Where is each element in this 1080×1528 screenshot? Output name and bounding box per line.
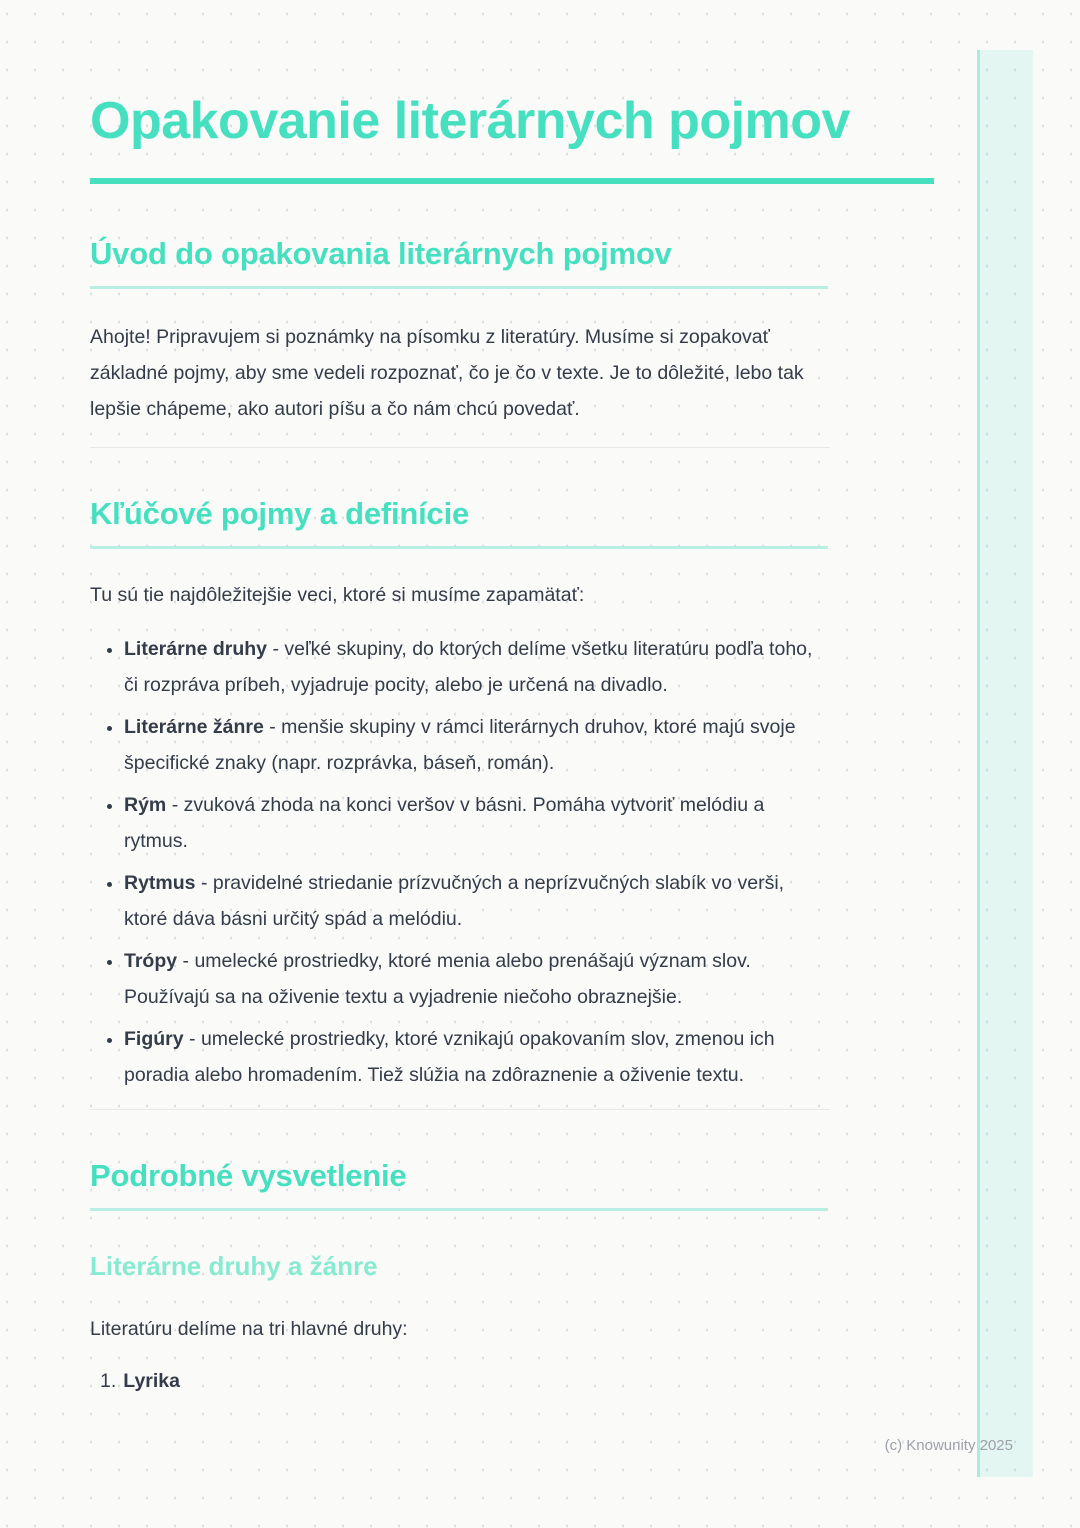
term-separator: -	[177, 950, 195, 972]
concept-definition: pravidelné striedanie prízvučných a neprízvučných slabík vo verši, ktoré dáva básni určitý spád a melódiu.	[124, 872, 785, 930]
intro-paragraph: Ahojte! Pripravujem si poznámky na písomku z literatúry. Musíme si zopakovať základné pojmy, aby sme vedeli rozpoznať, čo je čo v texte. Je to dôležité, lebo tak lepšie chápeme, ako autori píšu a čo nám chcú povedať.	[90, 326, 804, 420]
concept-definition: veľké skupiny, do ktorých delíme všetku literatúru podľa toho, či rozpráva príbeh, vyjadruje pocity, alebo je určená na divadlo.	[124, 638, 813, 696]
ordered-item-label: Lyrika	[123, 1370, 180, 1392]
section-heading-detail: Podrobné vysvetlenie	[90, 1158, 407, 1193]
list-item	[124, 787, 830, 859]
key-concepts-lead: Tu sú tie najdôležitejšie veci, ktoré si musíme zapamätať:	[90, 584, 585, 606]
concept-term: Trópy	[124, 950, 178, 972]
accent-stripe	[977, 50, 1033, 1477]
concept-definition: umelecké prostriedky, ktoré menia alebo prenášajú význam slov. Používajú sa na oživenie textu a vyjadrenie niečoho obraznejšie.	[124, 950, 751, 1008]
section-underline	[90, 1208, 828, 1211]
term-separator: -	[263, 716, 282, 738]
list-item	[124, 943, 830, 1015]
ordered-item-number: 1.	[100, 1370, 117, 1392]
term-separator: -	[166, 794, 184, 816]
concept-term: Literárne druhy	[124, 638, 268, 660]
list-item	[124, 631, 830, 703]
term-separator: -	[183, 1028, 201, 1050]
footer-credit: (c) Knowunity 2025	[884, 1437, 1013, 1454]
concept-definition: menšie skupiny v rámci literárnych druhov, ktoré majú svoje špecifické znaky (napr. rozprávka, báseň, román).	[124, 716, 796, 774]
page-title: Opakovanie literárnych pojmov	[90, 92, 850, 150]
section-underline	[90, 546, 828, 549]
concept-term: Figúry	[124, 1028, 184, 1050]
section-heading-intro: Úvod do opakovania literárnych pojmov	[90, 236, 672, 271]
section-heading-key-concepts: Kľúčové pojmy a definície	[90, 496, 470, 531]
concept-list	[90, 631, 830, 1093]
section-divider	[90, 1109, 830, 1110]
term-separator: -	[195, 872, 213, 894]
subsection-heading-druhy: Literárne druhy a žánre	[90, 1251, 378, 1281]
list-item	[100, 1363, 934, 1399]
title-rule	[90, 178, 934, 184]
term-separator: -	[267, 638, 285, 660]
detail-lead: Literatúru delíme na tri hlavné druhy:	[90, 1318, 408, 1340]
concept-term: Literárne žánre	[124, 716, 264, 738]
list-item	[124, 1021, 830, 1093]
section-underline	[90, 286, 828, 289]
concept-definition: umelecké prostriedky, ktoré vznikajú opakovaním slov, zmenou ich poradia alebo hromadením. Tiež slúžia na zdôraznenie a oživenie textu.	[124, 1028, 775, 1086]
section-divider	[90, 447, 830, 448]
list-item	[124, 709, 830, 781]
druhy-ordered-list	[90, 1363, 934, 1399]
concept-term: Rým	[124, 794, 167, 816]
list-item	[124, 865, 830, 937]
concept-term: Rytmus	[124, 872, 196, 894]
concept-definition: zvuková zhoda na konci veršov v básni. Pomáha vytvoriť melódiu a rytmus.	[124, 794, 765, 852]
